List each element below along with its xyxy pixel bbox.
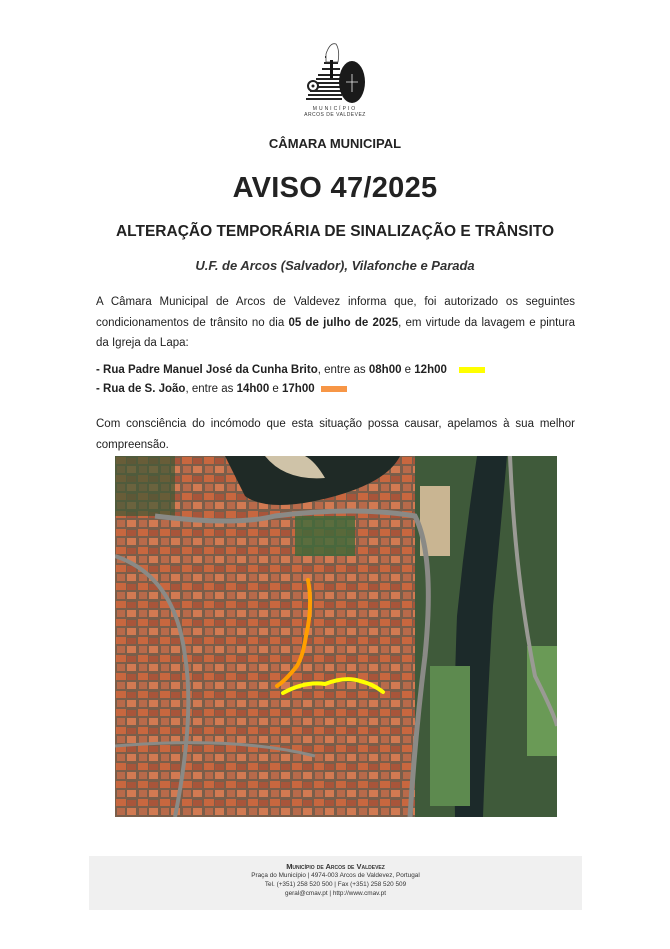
closing-paragraph: Com consciência do incómodo que esta situação possa causar, apelamos à sua melhor compreensão. [96,418,575,451]
organization-heading: CÂMARA MUNICIPAL [268,136,402,151]
restriction-start: 08h00 [368,364,402,376]
footer-contact: geral@cmav.pt | http://www.cmav.pt [285,890,386,897]
legend-swatch-orange [321,386,347,392]
intro-text-1: A Câmara Municipal de Arcos de Valdevez informa que, foi autorizado os seguintes condicionamentos de trânsito no dia [96,296,575,329]
aerial-map-image [115,456,557,817]
footer-name: Município de Arcos de Valdevez [286,862,385,871]
logo-caption [290,106,380,118]
restriction-start: 14h00 [236,383,270,395]
restriction-item [96,383,347,395]
crest-icon [300,40,372,108]
intro-date: 05 de julho de 2025 [288,316,399,329]
intro-text-2: , em virtude da lavagem e pintura da Igreja da Lapa: [96,316,575,349]
notice-subtitle: ALTERAÇÃO TEMPORÁRIA DE SINALIZAÇÃO E TRÂNSITO [115,223,555,240]
logo-caption-line2: ARCOS DE VALDEVEZ [304,112,366,118]
footer-phone: Tel. (+351) 258 520 500 | Fax (+351) 258 520 509 [264,881,407,888]
restriction-and: e [269,383,283,395]
restriction-end: 17h00 [282,383,315,395]
restriction-sep: , entre as [317,364,369,376]
logo-caption-line1: MUNICÍPIO [312,106,358,112]
restriction-end: 12h00 [414,364,447,376]
restriction-street: - Rua de S. João [96,383,186,395]
restriction-and: e [401,364,415,376]
restriction-sep: , entre as [185,383,237,395]
footer [89,856,582,910]
footer-address: Praça do Município | 4974-003 Arcos de Valdevez, Portugal [251,872,420,879]
locality-line: U.F. de Arcos (Salvador), Vilafonche e Parada [195,258,475,273]
intro-paragraph [96,292,575,354]
legend-swatch-yellow [459,367,485,373]
aerial-map [115,456,557,817]
notice-title: AVISO 47/2025 [232,172,438,204]
restriction-item [96,364,485,376]
restriction-street: - Rua Padre Manuel José da Cunha Brito [96,364,318,376]
